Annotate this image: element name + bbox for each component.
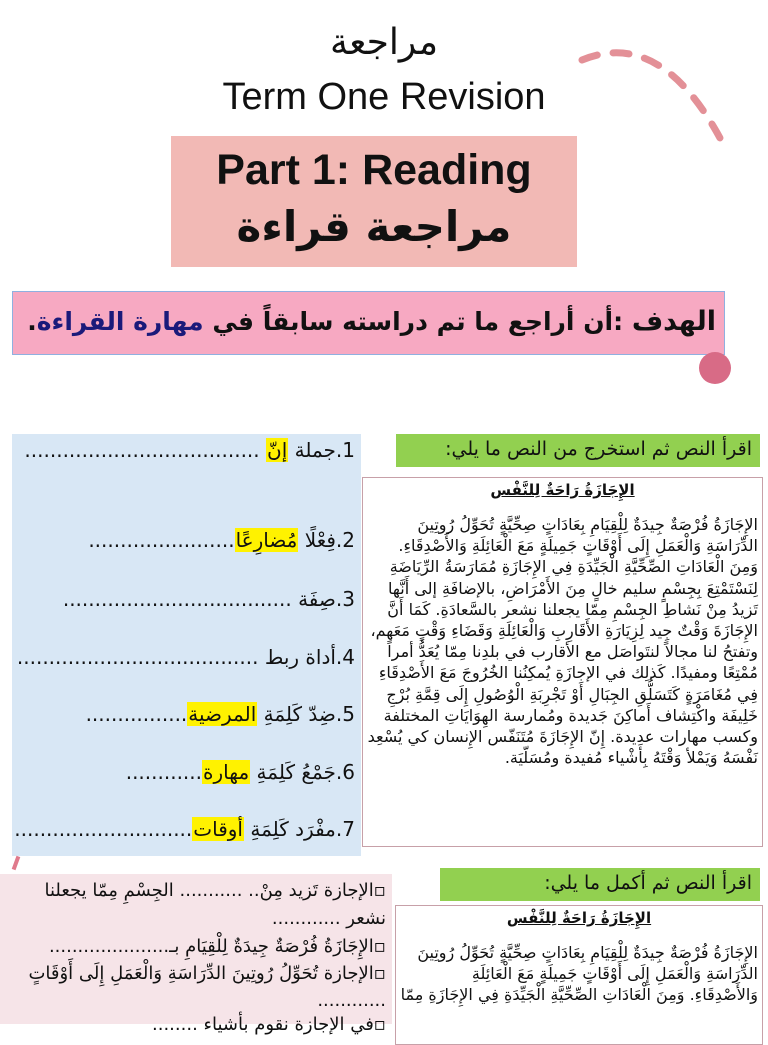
question-answer-blank: ..................................... — [24, 438, 267, 462]
question-number: 4. — [335, 645, 355, 669]
goal-label: الهدف — [631, 306, 716, 337]
question-number: 1. — [335, 438, 355, 462]
question-label: جملة — [288, 438, 336, 462]
fill-in-line: نشعر ............ — [271, 908, 386, 929]
question-label: فِعْلًا — [298, 528, 336, 552]
instruction-complete-banner — [440, 868, 760, 901]
question-answer-blank: ............ — [125, 760, 203, 784]
passage-title: الإِجَازَةُ رَاحَةٌ لِلنَّفْس — [506, 909, 652, 927]
reading-passage — [362, 477, 763, 847]
decorative-dot — [699, 352, 731, 384]
question-item — [88, 528, 355, 552]
question-answer-blank: ................ — [85, 702, 188, 726]
passage-body: الإِجَازَةُ فُرْصَةٌ جِيدَةٌ لِلْقِيَامِ بِعَادَاتٍ صِحِّيَّةٍ تُحَوِّلُ رُوتِينَ الدِّرَاسَةِ وَالْعَمَلِ إِلَى أَوْقَاتٍ جَمِيلَةٍ مَعَ الْعَائِلَةِ وَالأَصْدِقَاءِ. وَمِنَ الْعَادَاتِ الصِّحِّيَّةِ الْجَيِّدَةِ فِي الإِجَازَةِ مِمّا — [400, 943, 758, 1005]
instruction-extract-text: اقرأ النص ثم استخرج من النص ما يلي: — [445, 438, 752, 460]
goal-text-highlight: مهارة القراءة — [36, 307, 204, 336]
question-number: 3. — [335, 587, 355, 611]
questions-panel — [12, 434, 361, 856]
question-highlight: مُضارِعًا — [235, 528, 298, 552]
instruction-extract-banner — [396, 434, 760, 467]
goal-text-after: . — [27, 307, 37, 336]
goal-banner — [12, 291, 725, 355]
question-item — [86, 702, 355, 726]
question-label: مفْرَد كَلِمَةِ — [243, 817, 336, 841]
fill-in-panel — [0, 874, 392, 1035]
question-label: صِفَة — [291, 587, 336, 611]
question-number: 6. — [335, 760, 355, 784]
part-title-arabic: مراجعة قراءة — [236, 202, 512, 251]
fill-in-line: ▫الإجازة تَزيد مِنْ.. ........... الجِسْمِ مِمّا يجعلنا — [44, 880, 386, 901]
question-label: ضِدّ كَلِمَةِ — [257, 702, 336, 726]
fill-in-line: ▫الإجازة تُحَوِّلُ رُوتِينَ الدِّرَاسَةِ وَالْعَمَلِ إِلَى أَوْقَاتٍ — [28, 963, 386, 984]
passage-body: الإِجَازَةُ فُرْصَةٌ جِيدَةٌ لِلْقِيَامِ بِعَادَاتٍ صِحِّيَّةٍ تُحَوِّلُ رُوتِينَ الدِّرَاسَةِ وَالْعَمَلِ إِلَى أَوْقَاتٍ جَمِيلَةٍ مَعَ الْعَائِلَةِ وَالأَصْدِقَاءِ. وَمِنَ الْعَادَاتِ الصِّحِّيَّةِ الْجَيِّدَةِ فِي الإِجَازَةِ مُمَارَسَةُ الرِّيَاضَةِ لِنَسْتَمْتِعَ بِجِسْمٍ سليم خالٍ مِنَ الأَمْرَاضِ، بالإضافَةِ إلى أَنَّها تَزيدُ مِنْ نَشاطِ الجِسْمِ مِمّا يجعلنا نشعر بالسَّعادَةِ. كَمَا أَنَّ الإِجَازَةَ وَقْتٌ جِيد لِزِيَارَةِ الأَقَارِبِ وَالْعَائِلَةِ وَقَضَاءِ وَقْتٍ مَعَهم، وتفتحُ لنا مجالاً لنتَواصَل مع الأقارب في بلدِنا مِمّا يُعَدُّ أمراً مُمْتِعًا ومفيدًا. كَذلِك في الإجازَةِ يُمكِنُنا الخُرُوجَ مَعَ الأَصْدِقَاءِ فِي مُغَامَرَةٍ كَتَسَلُّقِ الجِبَالِ أَوْ تَجْرِبَةِ الْوُصُولِ إِلَى قِمَّةِ بُرْجِ خَلِيفَة واكْتِشاف أَماكِنَ جَديدة ومُمارسة الهِوَايَاتِ المختلفة وكسب مهارات عديدة. إِنّ الإِجَازَةَ مُتَنَفّس الإِنسان كي يُسْعِد نَفْسَهُ وَيَمْلأ وَقْتَهُ بِأَشْياء مُفيدة ومُسَلّيَة. — [367, 515, 758, 768]
question-item — [14, 817, 355, 841]
reading-passage-repeat — [395, 905, 763, 1045]
question-label: جَمْعُ كَلِمَةِ — [250, 760, 336, 784]
question-item — [126, 760, 355, 784]
question-highlight: أوقات — [193, 817, 243, 841]
fill-in-line: ............ — [317, 990, 386, 1011]
question-number: 5. — [335, 702, 355, 726]
question-item — [24, 438, 355, 462]
question-number: 2. — [335, 528, 355, 552]
question-number: 7. — [335, 817, 355, 841]
passage-title: الإِجَازَةُ رَاحَةٌ لِلنَّفْس — [490, 481, 635, 499]
fill-in-line: ▫الإِجَازَةُ فُرْصَةٌ جِيدَةٌ لِلْقِيَامِ بـ..................... — [48, 936, 386, 957]
question-item — [17, 645, 355, 669]
question-answer-blank: ...................................... — [16, 645, 259, 669]
question-answer-blank: ....................... — [88, 528, 235, 552]
question-highlight: مهارة — [203, 760, 250, 784]
page-title-english: Term One Revision — [222, 76, 546, 118]
goal-text-before: :أن أراجع ما تم دراسته سابقاً في — [203, 307, 632, 336]
part-banner — [171, 136, 577, 267]
question-answer-blank: ............................ — [14, 817, 193, 841]
decorative-mark — [12, 856, 21, 871]
goal-text — [27, 306, 716, 337]
question-highlight: إنّ — [267, 438, 288, 462]
question-item — [63, 587, 355, 611]
instruction-complete-text: اقرأ النص ثم أكمل ما يلي: — [544, 872, 752, 894]
part-title-english: Part 1: Reading — [216, 146, 532, 194]
question-answer-blank: .................................... — [62, 587, 292, 611]
question-highlight: المرضية — [188, 702, 257, 726]
page-title-arabic: مراجعة — [329, 22, 439, 63]
fill-in-line: ▫في الإجازة نقوم بأشياء ........ — [152, 1014, 386, 1035]
question-label: أداة ربط — [258, 645, 336, 669]
